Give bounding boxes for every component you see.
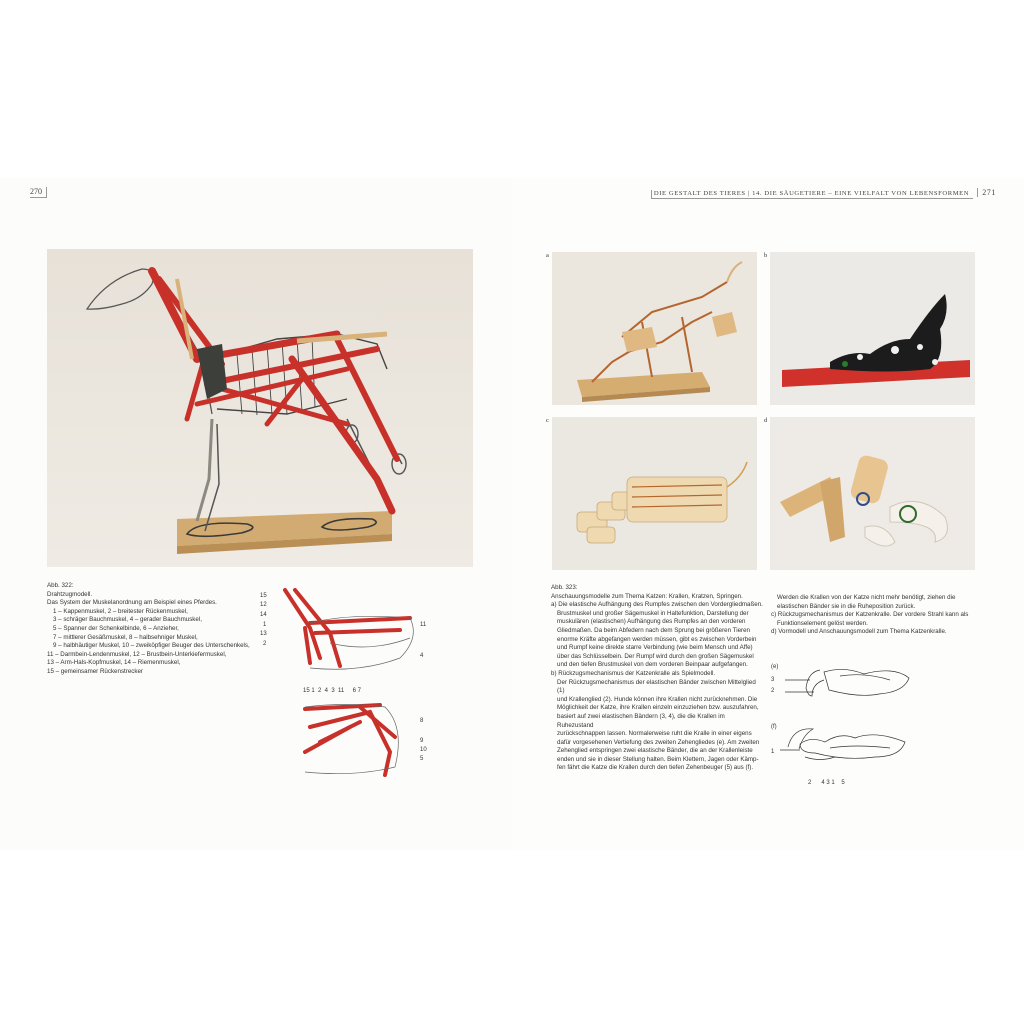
fig323-line: elastischen Bänder sie in die Ruheposition zurück. xyxy=(777,602,916,610)
cat-model-photo-c xyxy=(552,417,757,570)
cat-model-photo-a xyxy=(552,252,757,405)
fig323-line: und den tiefen Brustmuskel von dem vorderen Beinpaar aufgefangen. xyxy=(557,661,748,669)
fig322-item: 3 – schräger Bauchmuskel, 4 – gerader Bauchmuskel, xyxy=(53,616,202,624)
claw-diagram-label-f: (f) xyxy=(771,724,777,730)
diagram-label: 13 xyxy=(260,631,267,637)
fig323-intro: Anschauungsmodelle zum Thema Katzen: Krallen, Kratzen, Springen. xyxy=(551,592,743,600)
fig323-line: muskulären (elastischen) Aufhängung des Rumpfes an den vorderen xyxy=(557,618,746,626)
figure-letter-d: d xyxy=(764,417,768,424)
fig323-line: zurückschnappen lassen. Normalerweise ruht die Kralle in einer eigens xyxy=(557,730,752,738)
fig322-title: Abb. 322: xyxy=(47,582,74,589)
fig323-line: enorme Kräfte abgefangen werden müssen, gibt es zwischen Vorderbein xyxy=(557,635,757,643)
fig323-caption xyxy=(551,584,763,773)
fig322-item: 1 – Kappenmuskel, 2 – breitester Rückenmuskel, xyxy=(53,607,188,615)
fig322-caption xyxy=(47,582,252,677)
fig323-line: fen fährt die Katze die Krallen durch den tiefen Zehenbeuger (5) aus (f). xyxy=(557,764,754,772)
diagram-label: 2 xyxy=(263,641,267,647)
fig323-line: und Rumpf keine direkte starre Verbindung (wie beim Mensch und Affe) xyxy=(557,644,753,652)
fig323-line: basiert auf zwei elastischen Bändern (3, 4), die die Krallen im Ruhezustand xyxy=(557,712,725,729)
diagram-label: 9 xyxy=(420,738,424,744)
horse-wire-model-photo xyxy=(47,249,473,567)
running-head-text: DIE GESTALT DES TIERES | 14. DIE SÄUGETIERE – EINE VIELFALT VON LEBENSFORMEN xyxy=(651,190,973,199)
fig323-line: Der Rückzugsmechanismus der elastischen Bänder zwischen Mittelglied (1) xyxy=(557,678,756,695)
figure-letter-c: c xyxy=(546,417,549,424)
fig322-item: 13 – Arm-Hals-Kopfmuskel, 14 – Riemenmuskel, xyxy=(47,659,181,667)
fig323-line: b) Rückzugsmechanismus der Katzenkralle als Spielmodell. xyxy=(551,669,716,677)
right-page-number: 271 xyxy=(977,188,996,197)
cat-model-photo-b xyxy=(770,252,975,405)
diagram-label: 5 xyxy=(420,756,424,762)
fig322-item: 15 – gemeinsamer Rückenstrecker xyxy=(47,667,143,675)
claw-diagram-number: 1 xyxy=(771,749,775,755)
fig323-line: Brustmuskel und großer Sägemuskel in Haltefunktion, Darstellung der xyxy=(557,609,749,617)
fig323-caption-continued xyxy=(771,594,976,637)
claw-diagram-extended xyxy=(780,722,915,777)
fig323-line: dafür vorgesehenen Vertiefung des zweiten Zehengliedes (e). Am zweiten xyxy=(557,738,760,746)
fig323-line: d) Vormodell und Anschauungsmodell zum Thema Katzenkralle. xyxy=(771,628,947,636)
figure-letter-a: a xyxy=(546,252,549,259)
diagram-label: 14 xyxy=(260,612,267,618)
muscle-diagram-forequarter xyxy=(270,588,440,670)
claw-diagram-number: 2 xyxy=(771,688,775,694)
diagram-label: 15 xyxy=(260,593,267,599)
claw-diagram-retracted xyxy=(780,662,915,702)
fig322-intro: Das System der Muskelanordnung am Beispiel eines Pferdes. xyxy=(47,599,217,607)
fig323-line: enden und sie in dieser Stellung halten. Beim Klettern, Jagen oder Kämp- xyxy=(557,755,759,763)
claw-diagram-number: 3 xyxy=(771,677,775,683)
diagram-label: 4 xyxy=(420,653,424,659)
claw-diagram-numbers: 2 4 3 1 5 xyxy=(808,780,845,786)
fig323-line: Gliedmaßen. Da beim Abfedern nach dem Sprung bei größeren Tieren xyxy=(557,626,750,634)
cat-model-photo-d xyxy=(770,417,975,570)
fig323-line: Funktionselement gelöst werden. xyxy=(777,619,868,627)
running-head xyxy=(651,188,996,197)
diagram-label-row: 15 1 2 4 3 11 6 7 xyxy=(303,688,361,694)
fig322-item: 9 – halbhäutiger Muskel, 10 – zweiköpfiger Beuger des Unterschenkels, xyxy=(53,642,250,650)
fig323-line: a) Die elastische Aufhängung des Rumpfes zwischen den Vordergliedmaßen. xyxy=(551,601,763,609)
fig322-item: 7 – mittlerer Gesäßmuskel, 8 – halbsehniger Muskel, xyxy=(53,633,198,641)
fig323-line: Zehenglied entspringen zwei elastische Bänder, die an der Krallenleiste xyxy=(557,747,753,755)
left-page-number: 270 xyxy=(30,187,47,198)
fig323-line: über das Schlüsselbein. Der Rumpf wird durch den großen Sägemuskel xyxy=(557,652,754,660)
muscle-diagram-hindquarter xyxy=(300,697,415,777)
fig323-title: Abb. 323: xyxy=(551,584,578,591)
diagram-label: 11 xyxy=(420,622,427,628)
diagram-label: 10 xyxy=(420,747,427,753)
fig323-line: Werden die Krallen von der Katze nicht mehr benötigt, ziehen die xyxy=(777,594,956,601)
diagram-label: 8 xyxy=(420,718,424,724)
fig323-line: Möglichkeit der Katze, ihre Krallen einzeln einzuziehen bzw. auszufahren, xyxy=(557,704,759,712)
fig322-subtitle: Drahtzugmodell. xyxy=(47,590,93,598)
fig323-line: c) Rückzugsmechanismus der Katzenkralle. Der vordere Strahl kann als xyxy=(771,611,969,619)
figure-letter-b: b xyxy=(764,252,768,259)
claw-diagram-label-e: (e) xyxy=(771,664,779,670)
fig322-item: 5 – Spanner der Schenkelbinde, 6 – Anzieher, xyxy=(53,624,179,632)
diagram-label: 1 xyxy=(263,622,267,628)
diagram-label: 12 xyxy=(260,602,267,608)
fig322-item: 11 – Darmbein-Lendenmuskel, 12 – Brustbein-Unterkiefermuskel, xyxy=(47,650,227,658)
fig323-line: und Krallenglied (2). Hunde können ihre Krallen nicht zurücknehmen. Die xyxy=(557,695,758,703)
